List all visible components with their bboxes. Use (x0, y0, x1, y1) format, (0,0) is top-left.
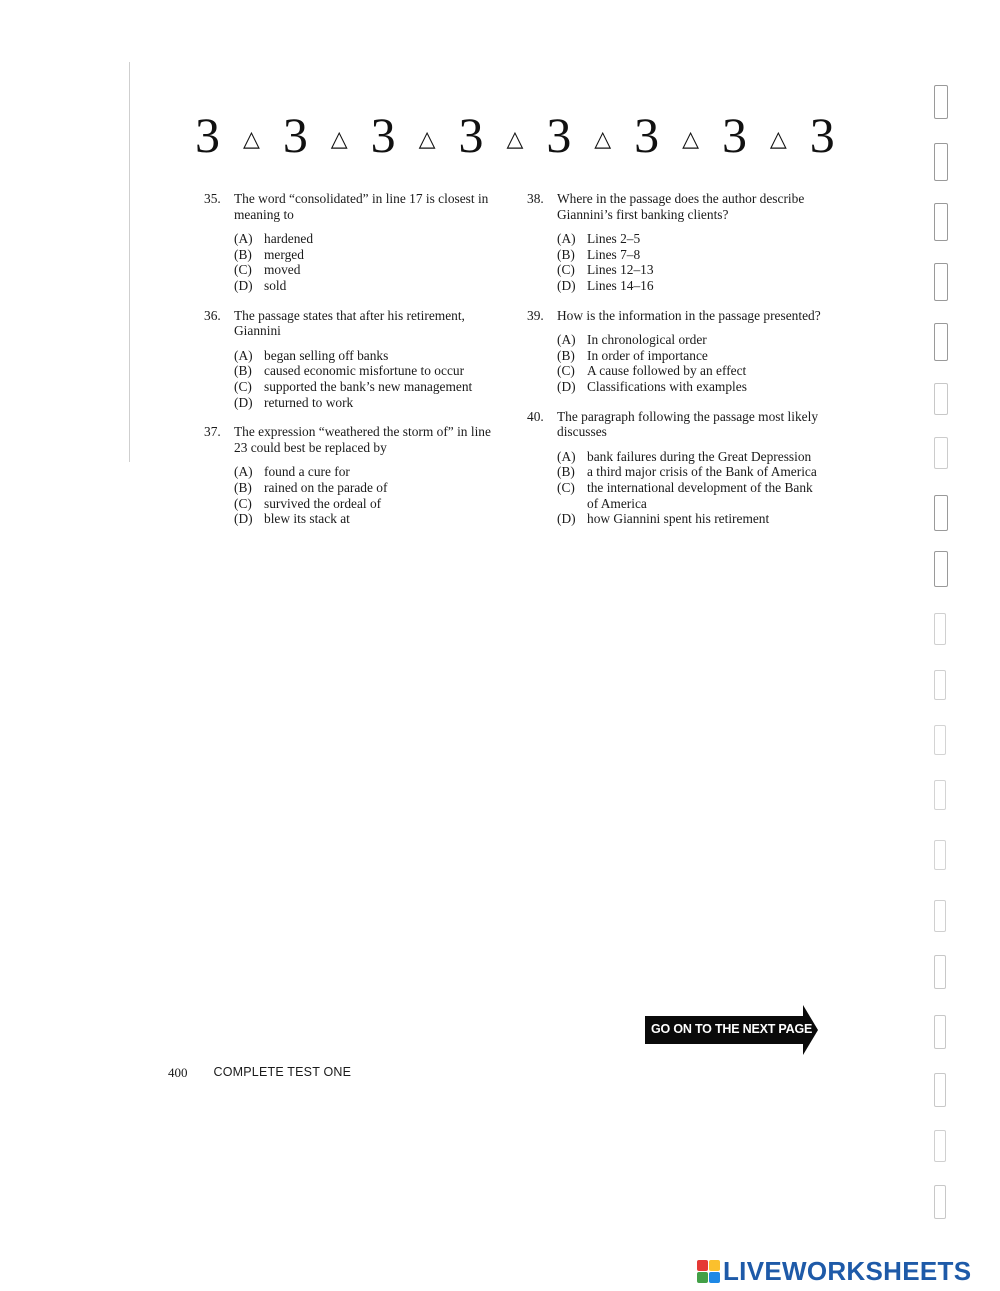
triangle-icon: △ (506, 126, 524, 151)
option-text: In chronological order (587, 332, 707, 348)
option-text: rained on the parade of (264, 479, 388, 495)
option-text: merged (264, 246, 304, 262)
question-text: The word “consolidated” in line 17 is closest in meaning to (234, 191, 489, 222)
option-text: survived the ordeal of (264, 495, 382, 511)
binder-hole (934, 263, 948, 301)
option-text: A cause followed by an effect (587, 363, 747, 379)
option-letter: (C) (234, 495, 252, 511)
option-letter: (D) (557, 277, 576, 293)
answer-option[interactable] (557, 480, 827, 511)
question-text: Where in the passage does the author describe Giannini’s first banking clients? (557, 191, 805, 222)
answer-options (234, 231, 504, 293)
answer-option[interactable] (234, 480, 504, 496)
option-letter: (D) (234, 277, 253, 293)
binder-hole (934, 383, 948, 415)
section-number: 3 (546, 107, 572, 163)
binder-hole (934, 613, 946, 645)
questions-column-right (527, 191, 827, 541)
binder-holes (928, 85, 953, 1225)
option-letter: (A) (234, 231, 253, 247)
answer-option[interactable] (234, 247, 504, 263)
question-item (527, 409, 827, 527)
logo-square-icon (697, 1272, 708, 1283)
option-text: moved (264, 262, 301, 278)
section-number: 3 (282, 107, 308, 163)
option-text: In order of importance (587, 347, 708, 363)
option-text: Lines 7–8 (587, 246, 641, 262)
binder-hole (934, 670, 946, 700)
answer-option[interactable] (234, 511, 504, 527)
question-number: 38. (527, 191, 544, 206)
option-letter: (B) (234, 246, 252, 262)
binder-hole (934, 1015, 946, 1049)
option-letter: (B) (234, 363, 252, 379)
triangle-icon: △ (242, 126, 260, 151)
answer-option[interactable] (234, 379, 504, 395)
binder-hole (934, 495, 948, 531)
brand-name: LIVEWORKSHEETS (723, 1256, 972, 1286)
option-letter: (A) (234, 464, 253, 480)
answer-options (234, 348, 504, 410)
question-text: The expression “weathered the storm of” in line 23 could best be replaced by (234, 424, 491, 455)
answer-option[interactable] (557, 332, 827, 348)
question-number: 40. (527, 408, 544, 424)
option-text: returned to work (264, 394, 354, 410)
logo-square-icon (709, 1260, 720, 1271)
section-number: 3 (195, 107, 220, 163)
answer-option[interactable] (234, 395, 504, 411)
option-letter: (C) (557, 262, 575, 278)
answer-option[interactable] (557, 464, 827, 480)
option-letter: (D) (557, 378, 576, 394)
question-number: 35. (204, 191, 221, 206)
binder-hole (934, 780, 946, 810)
option-letter: (C) (234, 262, 252, 278)
triangle-icon: △ (330, 126, 348, 151)
binder-hole (934, 143, 948, 181)
triangle-icon: △ (594, 126, 612, 151)
binder-hole (934, 955, 946, 989)
scan-margin-line (129, 62, 130, 462)
triangle-icon: △ (769, 126, 787, 151)
question-number: 36. (204, 307, 221, 323)
option-text: blew its stack at (264, 511, 350, 527)
answer-option[interactable] (234, 348, 504, 364)
option-text: hardened (264, 231, 314, 247)
question-item (204, 308, 504, 411)
page-number: 400 (168, 1065, 188, 1080)
binder-hole (934, 551, 948, 587)
logo-square-icon (697, 1260, 708, 1271)
answer-option[interactable] (557, 262, 827, 278)
question-text: How is the information in the passage presented? (557, 307, 821, 323)
binder-hole (934, 1073, 946, 1107)
questions-column-left (204, 191, 504, 541)
section-number: 3 (458, 107, 484, 163)
question-item (527, 191, 827, 294)
option-text: found a cure for (264, 464, 350, 480)
page-footer (168, 1065, 351, 1081)
option-letter: (D) (557, 511, 576, 527)
section-header (195, 100, 835, 170)
answer-options (557, 231, 827, 293)
option-text: supported the bank’s new management (264, 378, 473, 394)
option-letter: (D) (234, 394, 253, 410)
binder-hole (934, 840, 946, 870)
question-number: 37. (204, 424, 221, 440)
option-text: Lines 14–16 (587, 277, 654, 293)
liveworksheets-logo (697, 1256, 971, 1287)
option-text: Lines 12–13 (587, 262, 654, 278)
option-letter: (A) (557, 332, 576, 348)
question-number: 39. (527, 307, 544, 323)
option-letter: (B) (557, 347, 575, 363)
option-text: how Giannini spent his retirement (587, 511, 770, 527)
answer-option[interactable] (234, 262, 504, 278)
answer-option[interactable] (557, 278, 827, 294)
option-text: sold (264, 277, 287, 293)
answer-option[interactable] (557, 379, 827, 395)
binder-hole (934, 437, 948, 469)
triangle-icon: △ (418, 126, 436, 151)
option-letter: (B) (557, 246, 575, 262)
question-item (204, 191, 504, 294)
option-letter: (C) (557, 479, 575, 495)
option-text: began selling off banks (264, 347, 389, 363)
answer-option[interactable] (234, 464, 504, 480)
answer-options (557, 332, 827, 394)
option-letter: (A) (557, 448, 576, 464)
liveworksheets-icon (697, 1260, 720, 1283)
option-letter: (A) (234, 347, 253, 363)
question-item (527, 308, 827, 395)
triangle-icon: △ (682, 126, 700, 151)
answer-option[interactable] (557, 247, 827, 263)
answer-option[interactable] (234, 496, 504, 512)
binder-hole (934, 323, 948, 361)
option-text: the international development of the Bank of America (587, 479, 813, 511)
answer-option[interactable] (234, 363, 504, 379)
answer-option[interactable] (557, 449, 827, 465)
answer-option[interactable] (557, 511, 827, 527)
option-text: bank failures during the Great Depression (587, 448, 812, 464)
section-number: 3 (809, 107, 835, 163)
option-text: caused economic misfortune to occur (264, 363, 465, 379)
answer-option[interactable] (557, 348, 827, 364)
binder-hole (934, 900, 946, 932)
option-text: a third major crisis of the Bank of America (587, 464, 817, 480)
answer-option[interactable] (557, 363, 827, 379)
section-number: 3 (370, 107, 396, 163)
option-letter: (D) (234, 511, 253, 527)
binder-hole (934, 1130, 946, 1162)
binder-hole (934, 203, 948, 241)
question-item (204, 424, 504, 527)
answer-option[interactable] (234, 231, 504, 247)
option-letter: (C) (557, 363, 575, 379)
binder-hole (934, 1185, 946, 1219)
option-letter: (B) (557, 464, 575, 480)
option-text: Classifications with examples (587, 378, 747, 394)
answer-options (234, 464, 504, 526)
option-letter: (A) (557, 231, 576, 247)
next-page-label: GO ON TO THE NEXT PAGE (651, 1022, 813, 1036)
binder-hole (934, 85, 948, 119)
section-number: 3 (721, 107, 747, 163)
answer-option[interactable] (234, 278, 504, 294)
answer-options (557, 449, 827, 527)
question-text: The paragraph following the passage most likely discusses (557, 408, 819, 440)
binder-hole (934, 725, 946, 755)
answer-option[interactable] (557, 231, 827, 247)
question-text: The passage states that after his retirement, Giannini (234, 307, 465, 339)
logo-square-icon (709, 1272, 720, 1283)
footer-title: COMPLETE TEST ONE (213, 1065, 352, 1079)
option-letter: (C) (234, 378, 252, 394)
go-on-next-page-banner (645, 1003, 818, 1057)
option-text: Lines 2–5 (587, 231, 641, 247)
option-letter: (B) (234, 479, 252, 495)
section-number: 3 (634, 107, 660, 163)
